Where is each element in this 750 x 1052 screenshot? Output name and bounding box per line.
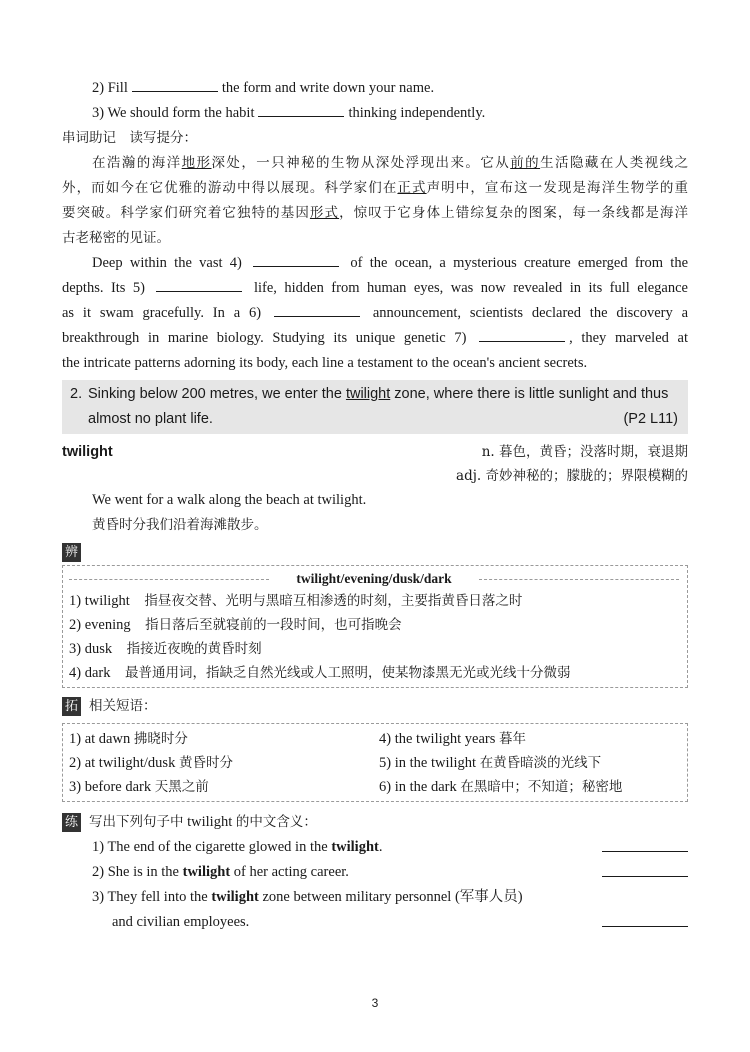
en-line: depths. Its 5) life, hidden from human eyes, was now revealed in its full elegance [62,276,688,301]
bian-title: twilight/evening/dusk/dark [69,569,679,589]
answer-blank[interactable] [156,276,242,292]
exercise-item: 3) They fell into the twilight zone between military personnel (军事人员) [92,889,523,905]
exercise-item: 1) The end of the cigarette glowed in the twilight. [62,835,688,860]
bian-tag: 辨 [62,543,81,562]
bian-item: 4) dark 最普通用词，指缺乏自然光线或人工照明，使某物漆黑无光或光线十分微弱 [69,665,571,681]
answer-blank[interactable] [258,101,344,117]
answer-line[interactable] [602,910,688,927]
page-reference: (P2 L11) [623,411,678,427]
lian-label: 练 写出下列句子中 twilight 的中文含义： [62,810,688,835]
cn-line: 要突破。科学家们研究着它独特的基因形式，惊叹于它身体上错综复杂的图案，每一条线都是海洋 [62,205,689,221]
fill-item-3: 3) We should form the habit thinking independently. [62,101,688,126]
key-sentence-line: Sinking below 200 metres, we enter the twilight zone, where there is little sunlight and thus [88,386,669,402]
memory-heading: 串词助记 读写提分： [62,130,197,146]
phrase-item: 5) in the twilight 在黄昏暗淡的光线下 [379,755,602,771]
en-line: Deep within the vast 4) of the ocean, a mysterious creature emerged from the [62,251,688,276]
cn-line: 外，而如今在它优雅的游动中得以展现。科学家们在正式声明中，宣布这一发现是海洋生物学的重 [62,180,689,196]
phrase-item: 1) at dawn 拂晓时分 [69,731,188,747]
bian-item: 3) dusk 指接近夜晚的黄昏时刻 [69,641,262,657]
bian-item: 2) evening 指日落后至就寝前的一段时间，也可指晚会 [69,617,402,633]
en-line: breakthrough in marine biology. Studying its unique genetic 7) , they marveled at [62,326,688,351]
example-en: We went for a walk along the beach at twilight. [92,492,367,508]
bian-label [62,540,688,565]
tuo-tag: 拓 [62,697,81,716]
key-sentence-line: almost no plant life. (P2 L11) [88,407,678,432]
phrase-item: 3) before dark 天黑之前 [69,779,209,795]
tuo-label: 拓 相关短语： [62,694,688,719]
key-sentence-box [62,380,688,434]
word-entry [62,440,688,464]
en-line: the intricate patterns adorning its body, each line a testament to the ocean's ancient secrets. [62,355,588,371]
headword: twilight [62,444,113,460]
page-number: 3 [371,996,379,1010]
definition-noun: n. 暮色，黄昏；没落时期，衰退期 [481,444,688,460]
bian-box [62,565,688,688]
answer-blank[interactable] [132,76,218,92]
bian-item: 1) twilight 指昼夜交替、光明与黑暗互相渗透的时刻，主要指黄昏日落之时 [69,593,523,609]
answer-blank[interactable] [479,326,565,342]
sentence-number: 2. [70,386,83,402]
fill-item-2: 2) Fill the form and write down your name. [62,76,688,101]
worksheet-page [62,76,688,935]
cn-line: 古老秘密的见证。 [62,230,170,246]
phrase-item: 6) in the dark 在黑暗中；不知道；秘密地 [379,779,623,795]
lian-tag: 练 [62,813,81,832]
english-paragraph [62,251,688,376]
tuo-box [62,723,688,802]
phrase-item: 2) at twilight/dusk 黄昏时分 [69,755,233,771]
exercise-item: 2) She is in the twilight of her acting career. [62,860,688,885]
exercise-item-cont: and civilian employees. [62,910,688,935]
en-line: as it swam gracefully. In a 6) announcement, scientists declared the discovery a [62,301,688,326]
key-word: twilight [345,386,391,402]
example-cn: 黄昏时分我们沿着海滩散步。 [92,517,268,533]
answer-blank[interactable] [253,251,339,267]
answer-blank[interactable] [274,301,360,317]
cn-line: 在浩瀚的海洋地形深处，一只神秘的生物从深处浮现出来。它从前的生活隐藏在人类视线之 [92,155,689,171]
answer-line[interactable] [602,835,688,852]
answer-line[interactable] [602,860,688,877]
definition-adj: adj. 奇妙神秘的；朦胧的；界限模糊的 [456,468,688,484]
chinese-paragraph [62,151,688,251]
phrase-item: 4) the twilight years 暮年 [379,731,527,747]
